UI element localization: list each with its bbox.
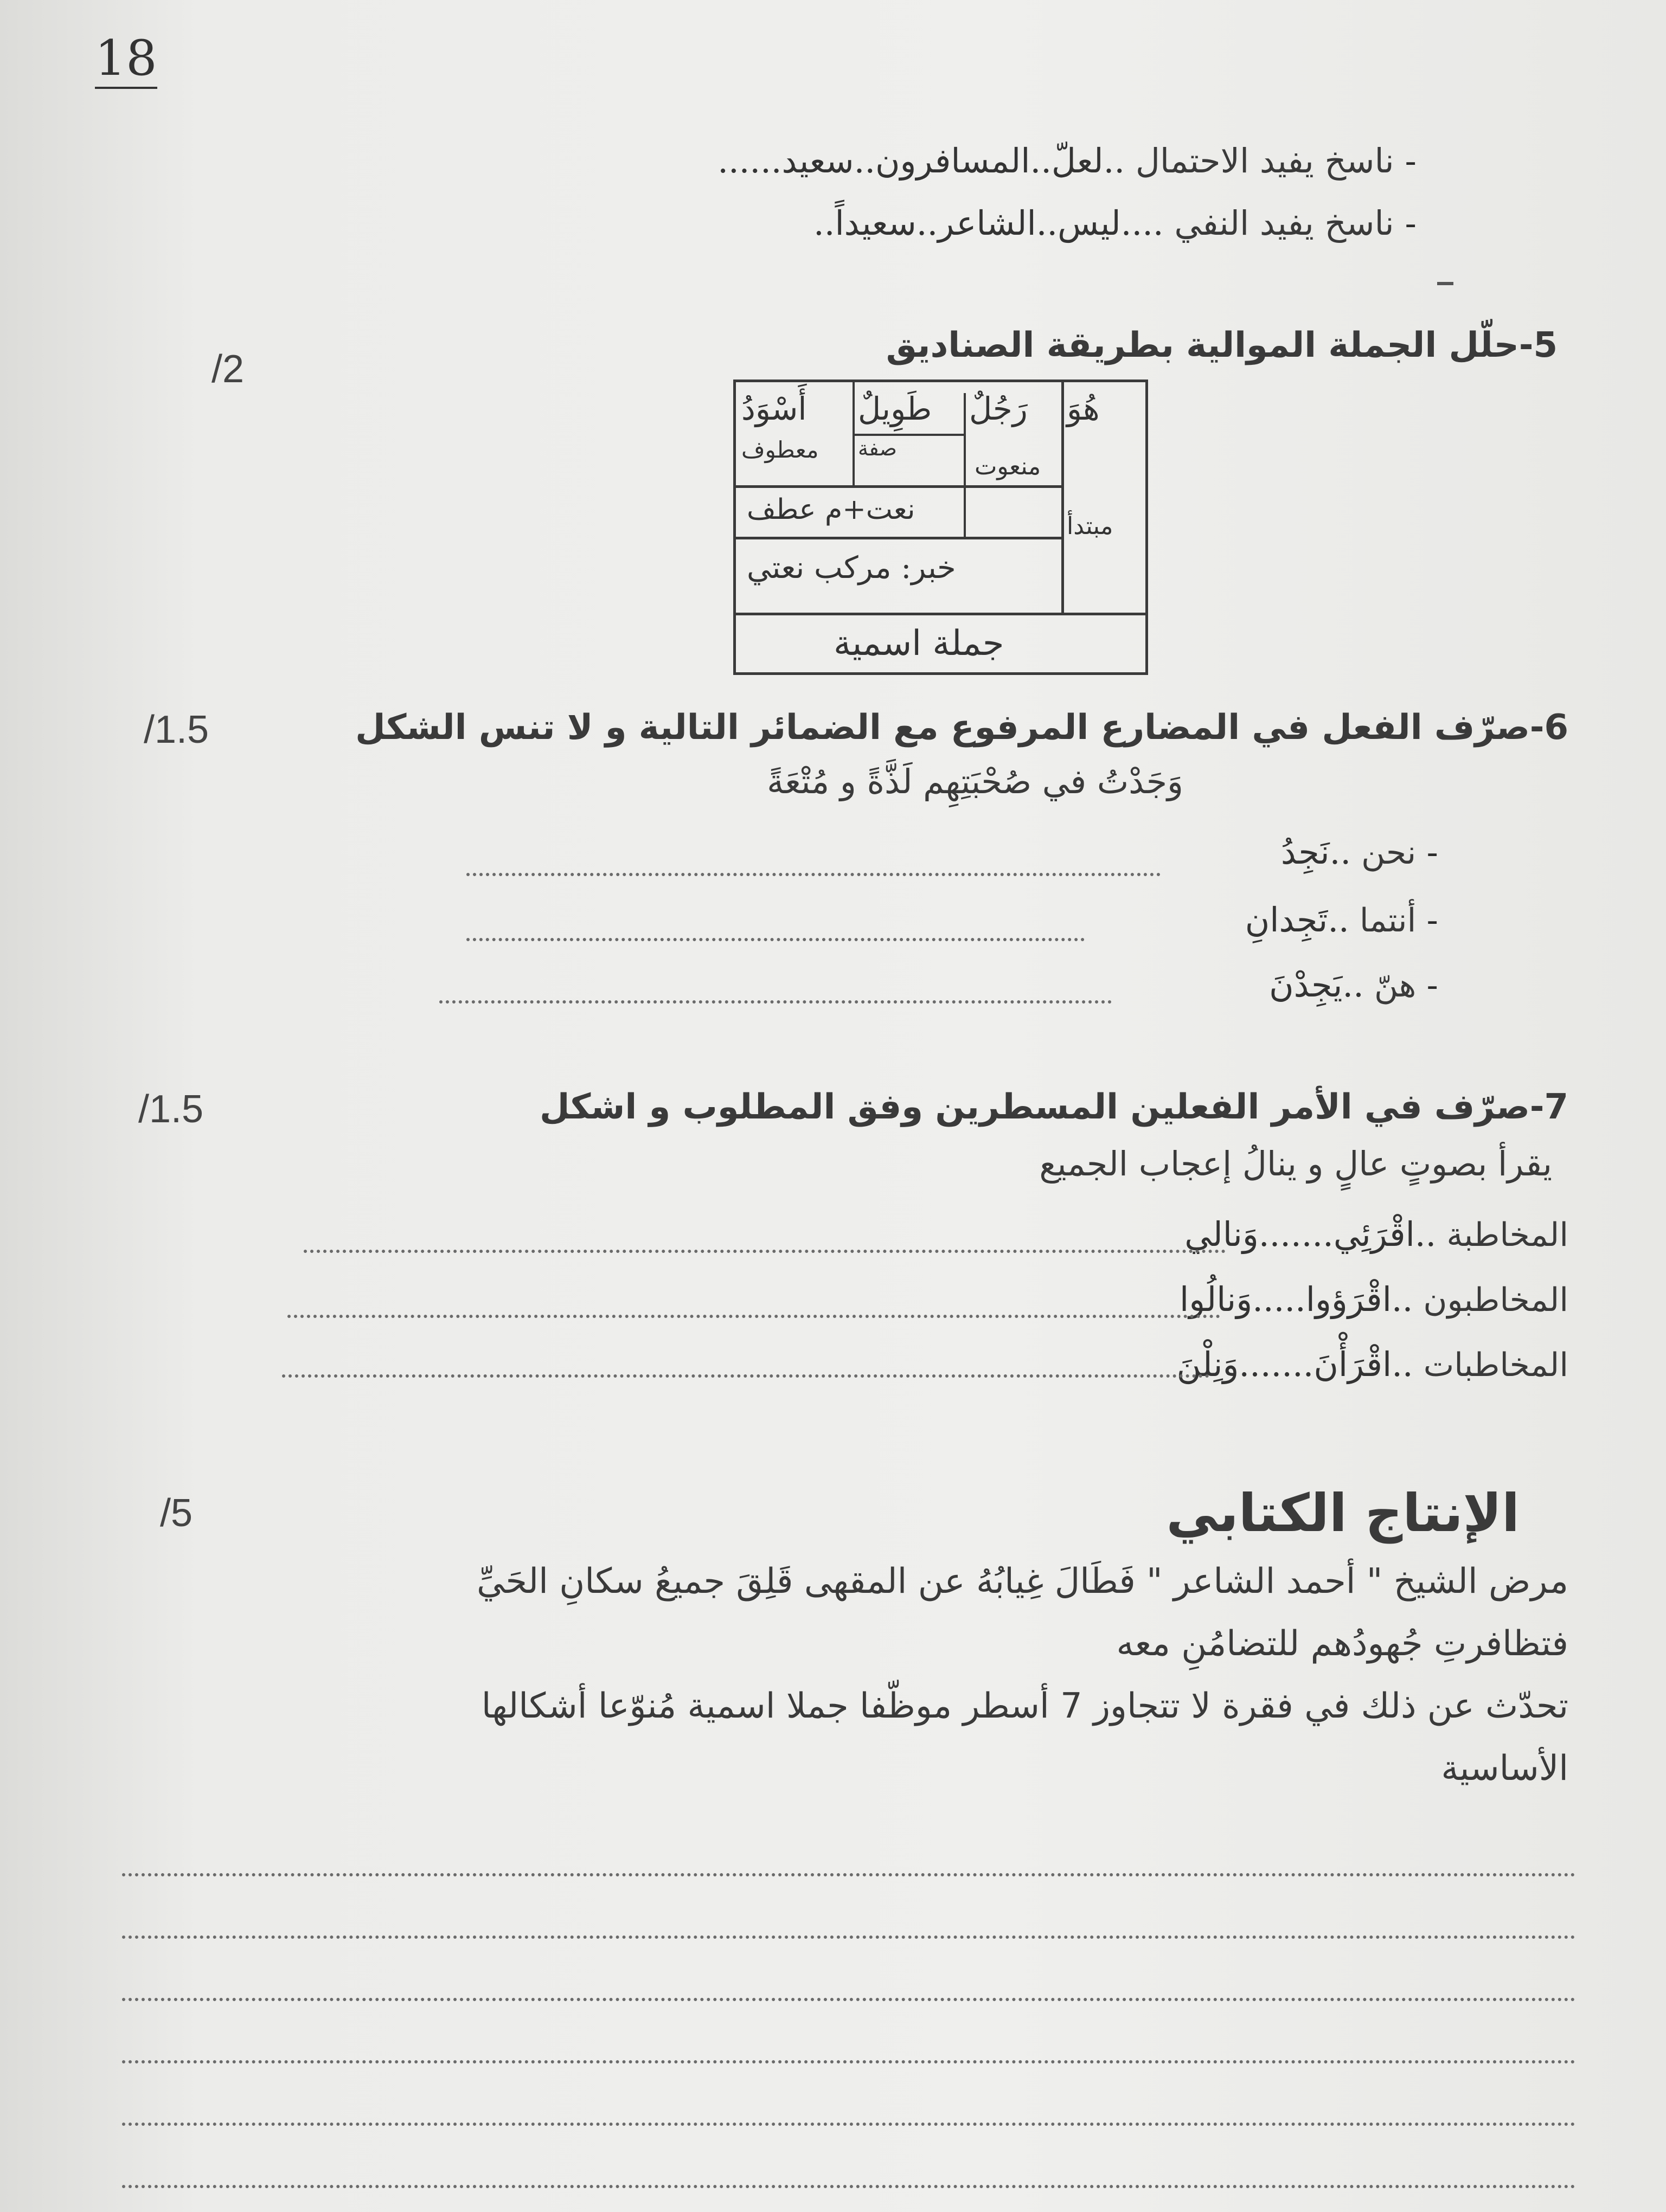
q6-sentence: وَجَدْتُ في صُحْبَتِهِم لَذَّةً و مُتْعَةً	[767, 762, 1183, 801]
q7-score: /1.5	[138, 1088, 204, 1131]
writing-line	[122, 2123, 1575, 2126]
page-number: 18	[95, 30, 157, 87]
q4-item-2: - ناسخ يفيد النفي ....ليس..الشاعر..سعيداً..	[813, 203, 1417, 243]
box-jumla: جملة اسمية	[834, 623, 1004, 664]
writing-line	[122, 1935, 1575, 1939]
writing-score: /5	[160, 1491, 193, 1535]
box-aswad: أَسْوَدُ	[741, 390, 807, 427]
writing-line	[122, 1873, 1575, 1876]
q6-score: /1.5	[144, 708, 209, 751]
box-huwa: هُوَ	[1067, 390, 1100, 427]
q7-row-3-dots	[282, 1374, 1209, 1378]
q6-row-1: - نحن ..نَجِدُ	[1280, 832, 1438, 872]
writing-line	[122, 1998, 1575, 2001]
box-tawil: طَوِيلٌ	[858, 390, 932, 427]
q6-title: 6-صرّف الفعل في المضارع المرفوع مع الضمائر التالية و لا تنس الشكل	[355, 708, 1568, 748]
writing-line	[122, 2060, 1575, 2063]
writing-prompt-1: مرض الشيخ " أحمد الشاعر " فَطَالَ غِيابُهُ عن المقهى قَلِقَ جميعُ سكانِ الحَيِّ	[476, 1561, 1568, 1602]
box-matuf: معطوف	[741, 436, 819, 463]
parse-boxes	[733, 380, 1148, 675]
writing-prompt-2: فتظافرتِ جُهودُهم للتضامُنِ معه	[1116, 1624, 1568, 1664]
q7-row-1-dots	[304, 1250, 1226, 1253]
writing-prompt-3: تحدّث عن ذلك في فقرة لا تتجاوز 7 أسطر موظّفا جملا اسمية مُنوّعا أشكالها	[481, 1686, 1568, 1726]
stray-dash	[1437, 282, 1453, 285]
q6-row-2: - أنتما ..تَجِدانِ	[1245, 900, 1438, 940]
box-manut: منعوت	[975, 453, 1041, 480]
q6-row-3: - هنّ ..يَجِدْنَ	[1269, 965, 1438, 1005]
writing-line	[122, 2185, 1575, 2188]
box-khabar: خبر: مركب نعتي	[747, 550, 956, 586]
q7-row-2: المخاطبون ..اقْرَؤوا.....وَنالُوا	[1179, 1279, 1568, 1319]
q6-row-1-dots	[466, 873, 1161, 876]
box-natt: نعت+م عطف	[747, 493, 915, 526]
q5-title: 5-حلّل الجملة الموالية بطريقة الصناديق	[886, 325, 1558, 365]
q7-row-2-dots	[287, 1315, 1220, 1318]
writing-prompt-4: الأساسية	[1441, 1748, 1568, 1789]
writing-heading: الإنتاج الكتابي	[1166, 1483, 1520, 1544]
q4-item-1: - ناسخ يفيد الاحتمال ..لعلّ..المسافرون..سعيد......	[717, 141, 1417, 181]
q7-sentence: يقرأ بصوتٍ عالٍ و ينالُ إعجاب الجميع	[1039, 1144, 1552, 1184]
q7-row-1: المخاطبة ..اقْرَئِي.......وَنالي	[1184, 1214, 1568, 1254]
q6-row-2-dots	[466, 938, 1085, 941]
q7-row-3: المخاطبات ..اقْرَأْنَ.......وَنِلْنَ	[1176, 1345, 1568, 1384]
q5-score: /2	[212, 348, 245, 391]
q6-row-3-dots	[439, 1000, 1112, 1004]
q7-title: 7-صرّف في الأمر الفعلين المسطرين وفق المطلوب و اشكل	[540, 1087, 1568, 1127]
box-mubtada: مبتدأ	[1067, 512, 1113, 540]
box-sifa: صفة	[858, 436, 897, 460]
box-rajul: رَجُلٌ	[969, 390, 1028, 427]
